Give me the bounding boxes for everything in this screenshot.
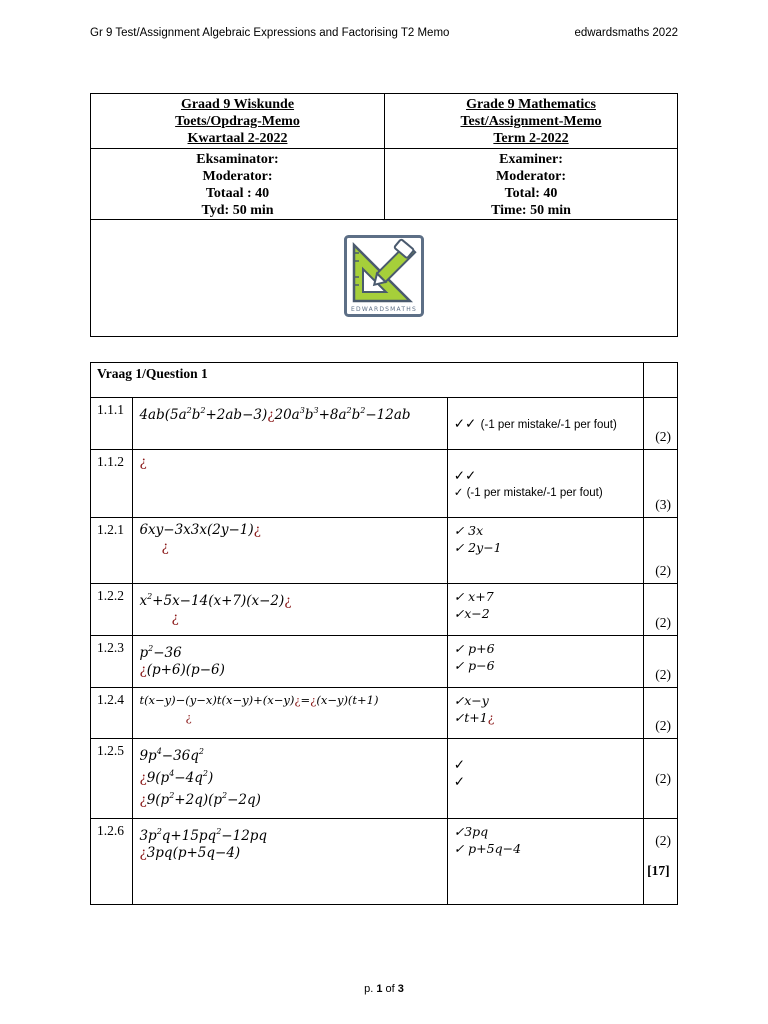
marks-cell: ✓ ✓	[447, 739, 643, 819]
eng-moderator: Moderator:	[496, 169, 566, 184]
afr-title-2: Toets/Opdrag-Memo	[175, 114, 300, 129]
question-title: Vraag 1/Question 1	[91, 363, 644, 398]
page-header-title: Gr 9 Test/Assignment Algebraic Expressions and Factorising T2 Memo	[90, 27, 450, 39]
question-number: 1.2.1	[91, 518, 133, 584]
title-points-cell	[643, 363, 677, 398]
points-cell: (2)	[643, 739, 677, 819]
answer-cell: $4ab(5a^2b^2+2ab-3)¿20a^3b^3+8a^2b^2-12ab$	[133, 398, 447, 450]
question-number: 1.2.2	[91, 584, 133, 636]
points-cell: (2)	[643, 636, 677, 688]
marks-cell: ✓ 3x ✓ 2y−1	[447, 518, 643, 584]
table-row	[91, 398, 678, 450]
points-cell: (2)	[643, 688, 677, 739]
marks-cell: ✓ p+6 ✓ p−6	[447, 636, 643, 688]
eng-title-cell	[385, 94, 678, 149]
page-header-brand: edwardsmaths 2022	[574, 27, 678, 39]
page-footer: p. 1 of 3	[364, 983, 404, 995]
answer-cell: $p^2-36$ ¿(p+6)(p−6)	[133, 636, 447, 688]
question-table	[90, 362, 678, 905]
answer-cell: $9p^4-36q^2$ ¿$9(p^4-4q^2)$ ¿$9(p^2+2q)(p^2-2q)$	[133, 739, 447, 819]
marks-cell: ✓x−y ✓t+1¿	[447, 688, 643, 739]
afr-total: Totaal : 40	[205, 186, 270, 201]
afr-title-1: Graad 9 Wiskunde	[180, 97, 295, 112]
edwardsmaths-logo	[344, 235, 424, 317]
points-cell: (2)	[643, 584, 677, 636]
page-number: 1	[376, 983, 383, 995]
answer-cell: t(x−y)−(y−x)t(x−y)+(x−y)¿=¿(x−y)(t+1) ¿	[133, 688, 447, 739]
eng-title-2: Test/Assignment-Memo	[460, 114, 602, 129]
row-points: (2)	[655, 833, 671, 848]
afr-meta-cell	[91, 149, 385, 220]
answer-cell: ¿	[133, 450, 447, 518]
afr-title-cell	[91, 94, 385, 149]
eng-title-3: Term 2-2022	[493, 131, 569, 146]
points-cell: (3)	[643, 450, 677, 518]
marks-cell: ✓✓ ✓ (-1 per mistake/-1 per fout)	[447, 450, 643, 518]
afr-title-3: Kwartaal 2-2022	[187, 131, 288, 146]
table-row	[91, 688, 678, 739]
answer-cell: $3p^2q+15pq^2-12pq$ ¿3pq(p+5q−4)	[133, 819, 447, 905]
question-number: 1.1.2	[91, 450, 133, 518]
marks-cell: ✓3pq ✓ p+5q−4	[447, 819, 643, 905]
points-cell: (2)	[643, 398, 677, 450]
page-count: 3	[397, 983, 404, 995]
eng-meta-cell	[385, 149, 678, 220]
marks-cell: ✓ x+7 ✓x−2	[447, 584, 643, 636]
eng-title-1: Grade 9 Mathematics	[466, 97, 596, 112]
question-number: 1.2.5	[91, 739, 133, 819]
question-total: [17]	[647, 863, 670, 878]
answer-cell: $x^2+5x-14(x+7)(x-2)¿$ ¿	[133, 584, 447, 636]
eng-total: Total: 40	[504, 186, 558, 201]
logo-cell	[91, 220, 678, 337]
question-number: 1.2.6	[91, 819, 133, 905]
question-number: 1.2.4	[91, 688, 133, 739]
afr-moderator: Moderator:	[202, 169, 273, 184]
question-number: 1.2.3	[91, 636, 133, 688]
logo-text: EDWARDSMATHS	[351, 305, 417, 313]
afr-time: Tyd: 50 min	[201, 203, 274, 218]
afr-examiner: Eksaminator:	[196, 152, 279, 167]
cover-table	[90, 93, 678, 337]
table-row	[91, 518, 678, 584]
question-number: 1.1.1	[91, 398, 133, 450]
table-row	[91, 450, 678, 518]
table-row	[91, 636, 678, 688]
table-row	[91, 819, 678, 905]
table-row	[91, 584, 678, 636]
points-cell	[643, 819, 677, 905]
points-cell: (2)	[643, 518, 677, 584]
marks-cell: ✓✓ (-1 per mistake/-1 per fout)	[447, 398, 643, 450]
table-row	[91, 739, 678, 819]
eng-time: Time: 50 min	[491, 203, 571, 218]
answer-cell: 6xy−3x3x(2y−1)¿ ¿	[133, 518, 447, 584]
eng-examiner: Examiner:	[499, 152, 563, 167]
